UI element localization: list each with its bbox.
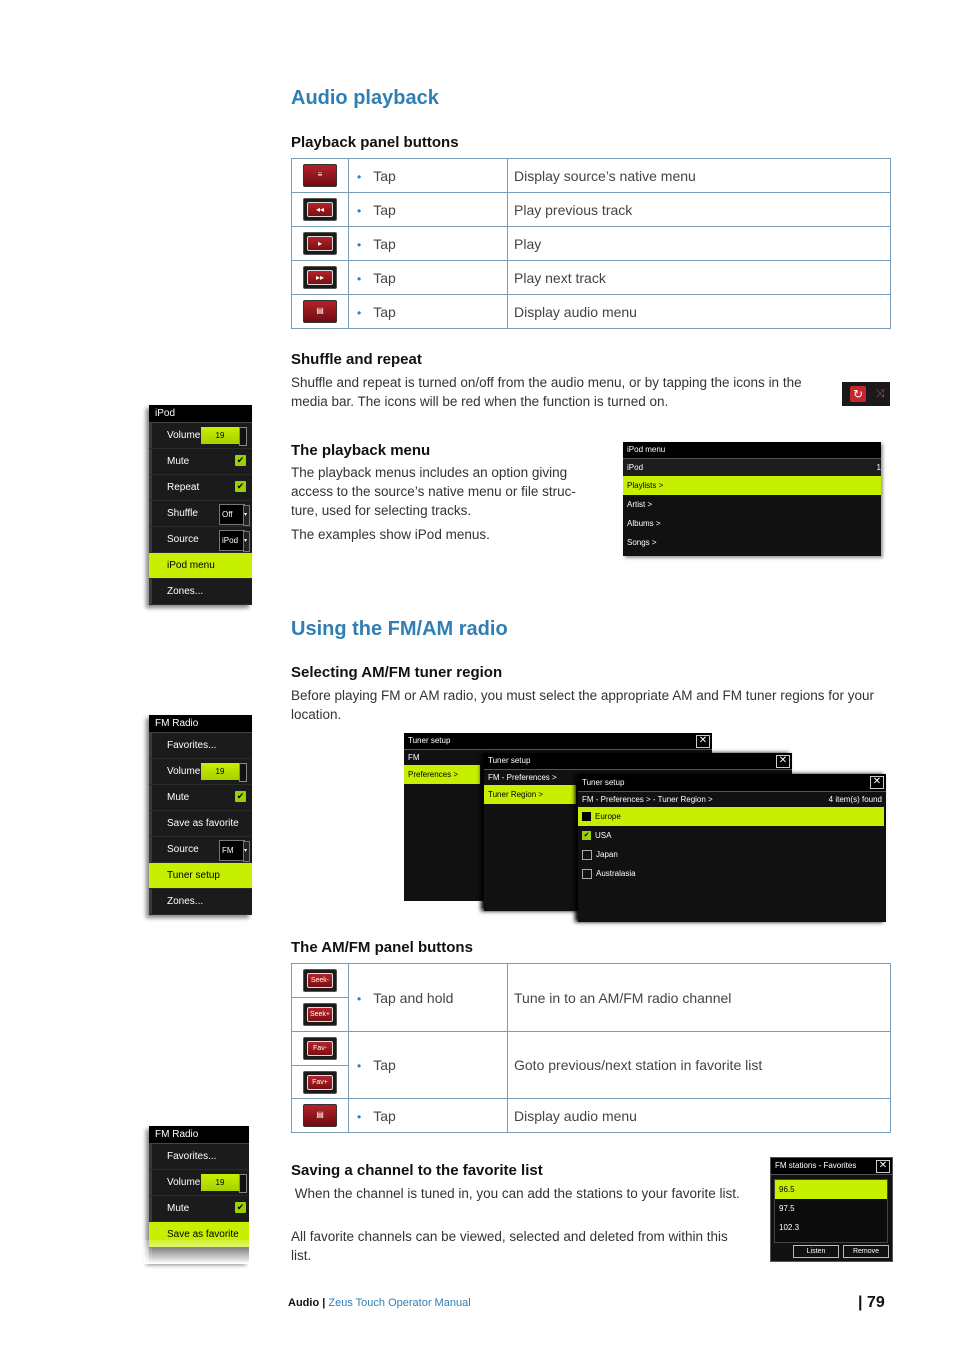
volume-row[interactable]: Volume 19 <box>149 759 252 785</box>
fm-audio-menu <box>149 715 252 915</box>
source-row[interactable]: Source iPod ▾ <box>149 527 252 553</box>
page-number: | 79 <box>858 1294 885 1311</box>
footer-label <box>288 1297 471 1309</box>
chevron-down-icon: ▾ <box>243 505 250 526</box>
shuffle-row[interactable]: Shuffle Off ▾ <box>149 501 252 527</box>
list-item[interactable]: 96.5 <box>775 1180 887 1199</box>
mute-row[interactable]: Mute ✔ <box>149 785 252 811</box>
list-item[interactable]: Playlists > <box>623 476 881 495</box>
volume-slider-handle[interactable] <box>239 1174 247 1193</box>
table-row: ◂◂ • Tap Play previous track <box>292 193 891 227</box>
favorites-row[interactable]: Favorites... <box>149 1144 249 1170</box>
source-dropdown[interactable]: FM ▾ <box>219 840 245 861</box>
zones-row[interactable]: Zones... <box>149 579 252 605</box>
menu-path: FM <box>408 753 420 762</box>
zones-row[interactable]: Zones... <box>149 889 252 915</box>
action-text: Tap <box>373 1057 396 1073</box>
volume-value[interactable]: 19 <box>201 1174 239 1191</box>
playback-menu-examples: The examples show iPod menus. <box>291 527 490 542</box>
volume-row[interactable]: Volume 19 <box>149 423 252 449</box>
ipod-audio-menu <box>149 405 252 605</box>
favorite-text-2: All favorite channels can be viewed, selected and deleted from within this list. <box>291 1229 728 1263</box>
section-title-radio: Using the FM/AM radio <box>291 618 508 640</box>
heading-shuffle-repeat: Shuffle and repeat <box>291 351 422 368</box>
ipod-menu-row[interactable]: iPod menu <box>149 553 252 579</box>
mute-row[interactable]: Mute ✔ <box>149 449 252 475</box>
footer-manual-title: Zeus Touch Operator Manual <box>328 1297 471 1309</box>
table-row: Seek- • Tap and hold Tune in to an AM/FM radio channel <box>292 964 891 998</box>
menu-path: FM - Preferences > - Tuner Region > 4 item(s) found <box>578 792 886 807</box>
playback-buttons-table <box>291 158 891 329</box>
fav-minus-button: Fav- <box>303 1037 337 1060</box>
action-text: Tap <box>373 303 396 320</box>
menu-title: iPod <box>149 405 252 423</box>
favorites-row[interactable]: Favorites... <box>149 733 252 759</box>
check-icon[interactable]: ✔ <box>236 791 245 801</box>
table-row: ▤ • Tap Display audio menu <box>292 295 891 329</box>
action-text: Tap <box>373 235 396 252</box>
description-text: Play previous track <box>508 193 891 227</box>
next-track-icon: ▸▸ <box>303 266 337 289</box>
native-menu-icon: ≡ <box>303 164 337 187</box>
remove-button[interactable]: Remove <box>843 1245 889 1258</box>
ipod-menu-screenshot <box>623 442 881 556</box>
list-item[interactable]: Tuner Region > <box>484 785 576 804</box>
description-text: Goto previous/next station in favorite list <box>508 1032 891 1099</box>
table-row: ▤ • Tap Display audio menu <box>292 1099 891 1133</box>
action-text: Tap and hold <box>373 989 454 1006</box>
list-item[interactable]: 97.5 <box>779 1204 795 1213</box>
checkbox-icon[interactable] <box>582 850 592 860</box>
footer-section: Audio <box>288 1297 320 1309</box>
previous-track-icon: ◂◂ <box>303 198 337 221</box>
volume-slider-handle[interactable] <box>239 427 247 446</box>
table-row: ≡ • Tap Display source’s native menu <box>292 159 891 193</box>
menu-title: FM Radio <box>149 1126 249 1144</box>
save-favorite-row[interactable]: Save as favorite <box>149 1222 249 1248</box>
items-found: 4 item(s) found <box>828 795 882 804</box>
window-title: FM stations - Favorites <box>771 1158 892 1175</box>
table-row: ▸▸ • Tap Play next track <box>292 261 891 295</box>
listen-button[interactable]: Listen <box>793 1245 839 1258</box>
action-text: Tap <box>373 269 396 286</box>
check-icon[interactable]: ✔ <box>236 481 245 491</box>
heading-playback-menu: The playback menu <box>291 442 431 459</box>
heading-tuner-region: Selecting AM/FM tuner region <box>291 664 503 681</box>
footer-separator: | <box>319 1297 329 1309</box>
audio-menu-icon: ▤ <box>303 300 337 323</box>
audio-menu-icon: ▤ <box>303 1104 337 1127</box>
chevron-down-icon: ▾ <box>243 531 250 552</box>
description-text: Display audio menu <box>508 1099 891 1133</box>
action-text: Tap <box>373 1107 396 1124</box>
description-text: Display source’s native menu <box>508 159 891 193</box>
list-item[interactable]: Japan <box>578 845 886 864</box>
window-title: Tuner setup <box>404 733 712 750</box>
menu-title: FM Radio <box>149 715 252 733</box>
table-row: ▸ • Tap Play <box>292 227 891 261</box>
menu-title: iPod menu <box>623 442 881 459</box>
source-row[interactable]: Source FM ▾ <box>149 837 252 863</box>
favorite-text-1: When the channel is tuned in, you can add the stations to your favorite list. <box>291 1186 740 1201</box>
action-text: Tap <box>373 167 396 184</box>
table-row: Fav- • Tap Goto previous/next station in favorite list <box>292 1032 891 1066</box>
tuner-setup-window-3 <box>578 774 886 922</box>
window-title: Tuner setup <box>578 774 886 792</box>
repeat-row[interactable]: Repeat ✔ <box>149 475 252 501</box>
mute-row[interactable]: Mute ✔ <box>149 1196 249 1222</box>
checkbox-icon[interactable] <box>582 869 592 879</box>
seek-minus-button: Seek- <box>303 969 337 992</box>
list-item[interactable]: Artist > <box>627 500 653 509</box>
tuner-region-text: Before playing FM or AM radio, you must select the appropriate AM and FM tuner regions for your location. <box>291 688 875 722</box>
window-title: Tuner setup <box>484 753 792 770</box>
heading-saving-favorite: Saving a channel to the favorite list <box>291 1162 543 1179</box>
shuffle-text: Shuffle and repeat is turned on/off from the audio menu, or by tapping the icons in the media bar. The icons will be red when the function is turned on. <box>291 375 802 409</box>
close-icon[interactable]: ✕ <box>876 1160 890 1173</box>
shuffle-icon: ⤨ <box>875 387 885 400</box>
volume-slider-handle[interactable] <box>239 763 247 782</box>
list-item[interactable]: Songs > <box>627 538 657 547</box>
checkbox-icon[interactable] <box>582 812 591 821</box>
volume-value[interactable]: 19 <box>201 763 239 780</box>
check-icon[interactable]: ✔ <box>236 455 245 465</box>
shuffle-dropdown[interactable]: Off ▾ <box>219 504 245 525</box>
description-text: Play next track <box>508 261 891 295</box>
chevron-down-icon: ▾ <box>243 841 250 862</box>
volume-value[interactable]: 19 <box>201 427 239 444</box>
fade-overlay <box>143 1240 253 1264</box>
list-item[interactable]: Australasia <box>578 864 886 883</box>
volume-row[interactable]: Volume 19 <box>149 1170 249 1196</box>
fm-favorites-screenshot <box>770 1157 893 1262</box>
check-icon[interactable]: ✔ <box>236 1202 245 1212</box>
action-text: Tap <box>373 201 396 218</box>
list-item[interactable]: 102.3 <box>779 1223 800 1232</box>
play-icon: ▸ <box>303 232 337 255</box>
list-item[interactable]: ✔ USA <box>583 831 612 840</box>
description-text: Tune in to an AM/FM radio channel <box>508 964 891 1032</box>
list-item[interactable]: Preferences > <box>404 765 480 784</box>
fav-plus-button: Fav+ <box>303 1071 337 1094</box>
source-dropdown[interactable]: iPod ▾ <box>219 530 245 551</box>
media-bar-icons <box>842 382 890 406</box>
close-icon[interactable]: ✕ <box>696 735 710 748</box>
seek-plus-button: Seek+ <box>303 1003 337 1026</box>
close-icon[interactable]: ✕ <box>870 776 884 789</box>
description-text: Play <box>508 227 891 261</box>
repeat-icon: ↻ <box>850 386 866 402</box>
check-icon[interactable]: ✔ <box>583 832 590 840</box>
tuner-setup-row[interactable]: Tuner setup <box>149 863 252 889</box>
description-text: Display audio menu <box>508 295 891 329</box>
section-title-audio-playback: Audio playback <box>291 87 439 109</box>
amfm-buttons-table <box>291 963 891 1133</box>
heading-playback-panel-buttons: Playback panel buttons <box>291 134 459 151</box>
close-icon[interactable]: ✕ <box>776 755 790 768</box>
save-favorite-row[interactable]: Save as favorite <box>149 811 252 837</box>
menu-path: FM - Preferences > <box>488 773 557 782</box>
playback-menu-text: The playback menus includes an option giving access to the source’s native menu or file struc-ture, used for selecting tracks. <box>291 465 576 518</box>
menu-path: iPod 1 <box>623 459 881 476</box>
list-item[interactable]: Albums > <box>627 519 661 528</box>
list-item[interactable]: Europe <box>578 807 884 826</box>
heading-amfm-panel-buttons: The AM/FM panel buttons <box>291 939 473 956</box>
